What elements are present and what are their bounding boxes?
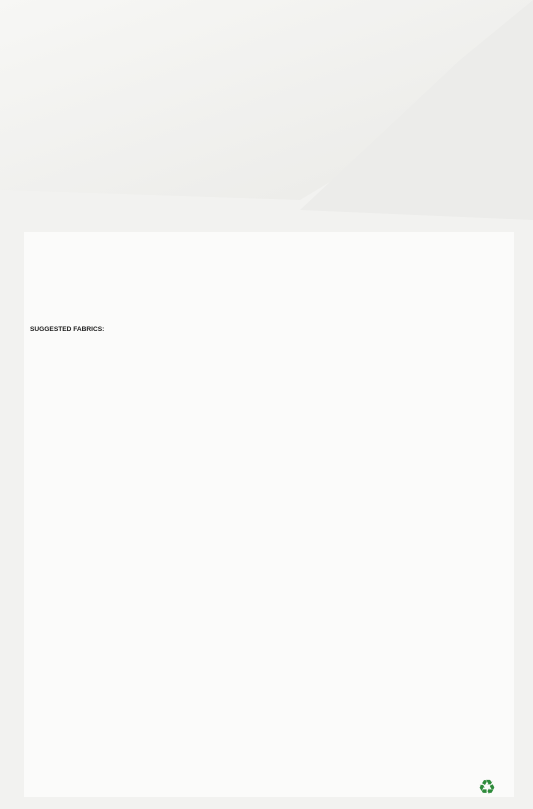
- recycle-icon: ♻: [478, 777, 496, 799]
- fabrics-en: SUGGESTED FABRICS:: [30, 326, 105, 333]
- notions-fr-es: [262, 448, 518, 456]
- description-fr-es: [276, 256, 516, 264]
- technical-drawings: [80, 578, 490, 763]
